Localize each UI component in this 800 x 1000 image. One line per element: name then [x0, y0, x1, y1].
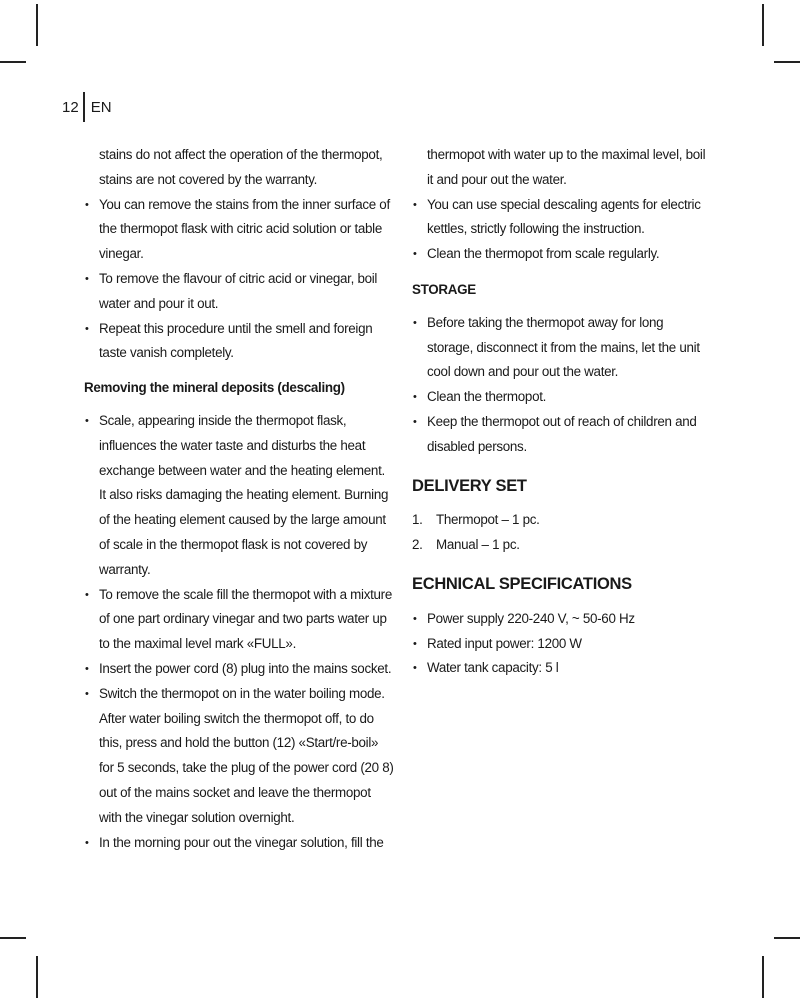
list-item: • Clean the thermopot.: [412, 385, 712, 410]
list-item: • You can use special descaling agents for electric kettles, strictly following the instruction.: [412, 193, 712, 243]
list-item: • Keep the thermopot out of reach of children and disabled persons.: [412, 410, 712, 460]
item-number: 2.: [412, 537, 423, 553]
section-subheading: Removing the mineral deposits (descaling): [84, 380, 345, 396]
left-column: [84, 143, 394, 855]
list-item: [412, 508, 712, 533]
delivery-set-heading: DELIVERY SET: [412, 476, 527, 495]
continued-text: stains do not affect the operation of the thermopot, stains are not covered by the warranty.: [99, 147, 383, 187]
page-number: 12: [62, 98, 79, 116]
list-item: • Power supply 220-240 V, ~ 50-60 Hz: [412, 607, 712, 632]
technical-specs-heading: ECHNICAL SPECIFICATIONS: [412, 574, 632, 593]
crop-mark: [762, 956, 764, 998]
list-item: • Switch the thermopot on in the water boiling mode. After water boiling switch the thermopot off, to do this, press and hold the button (12) «Start/re-boil» for 5 seconds, take the plug of the power cord (20 8) out of the mains socket and leave the thermopot with the vinegar solution overnight.: [84, 682, 394, 831]
crop-mark: [36, 956, 38, 998]
list-item: • To remove the scale fill the thermopot with a mixture of one part ordinary vinegar and two parts water up to the maximal level mark «FULL».: [84, 583, 394, 657]
bullet-list: [412, 193, 712, 267]
crop-mark: [36, 4, 38, 46]
list-item: • Scale, appearing inside the thermopot flask, influences the water taste and disturbs the heat exchange between water and the heating element. It also risks damaging the heating element. Burning of the heating element caused by the large amount of scale in the thermopot flask is not covered by warranty.: [84, 409, 394, 583]
list-item: • To remove the flavour of citric acid or vinegar, boil water and pour it out.: [84, 267, 394, 317]
continued-text: thermopot with water up to the maximal level, boil it and pour out the water.: [427, 147, 706, 187]
bullet-list: [84, 409, 394, 855]
crop-mark: [0, 937, 26, 939]
header-divider: [83, 92, 85, 122]
list-item: [412, 533, 712, 558]
storage-heading: STORAGE: [412, 281, 476, 297]
page-header: [62, 92, 112, 122]
list-item: • You can remove the stains from the inner surface of the thermopot flask with citric acid solution or table vinegar.: [84, 193, 394, 267]
item-number: 1.: [412, 512, 423, 528]
crop-mark: [774, 61, 800, 63]
list-item: • Clean the thermopot from scale regularly.: [412, 242, 712, 267]
item-text: Manual – 1 pc.: [436, 537, 520, 553]
numbered-list: [412, 508, 712, 558]
item-text: Thermopot – 1 pc.: [436, 512, 540, 528]
right-column: [412, 143, 712, 681]
crop-mark: [762, 4, 764, 46]
bullet-list: [84, 193, 394, 367]
list-item: • Rated input power: 1200 W: [412, 632, 712, 657]
list-item: • Repeat this procedure until the smell and foreign taste vanish completely.: [84, 317, 394, 367]
bullet-list: [412, 607, 712, 681]
bullet-list: [412, 311, 712, 460]
list-item: • Insert the power cord (8) plug into the mains socket.: [84, 657, 394, 682]
crop-mark: [0, 61, 26, 63]
language-code: EN: [90, 98, 112, 116]
list-item: • Before taking the thermopot away for long storage, disconnect it from the mains, let the unit cool down and pour out the water.: [412, 311, 712, 385]
list-item: • In the morning pour out the vinegar solution, fill the: [84, 831, 394, 856]
list-item: • Water tank capacity: 5 l: [412, 656, 712, 681]
crop-mark: [774, 937, 800, 939]
